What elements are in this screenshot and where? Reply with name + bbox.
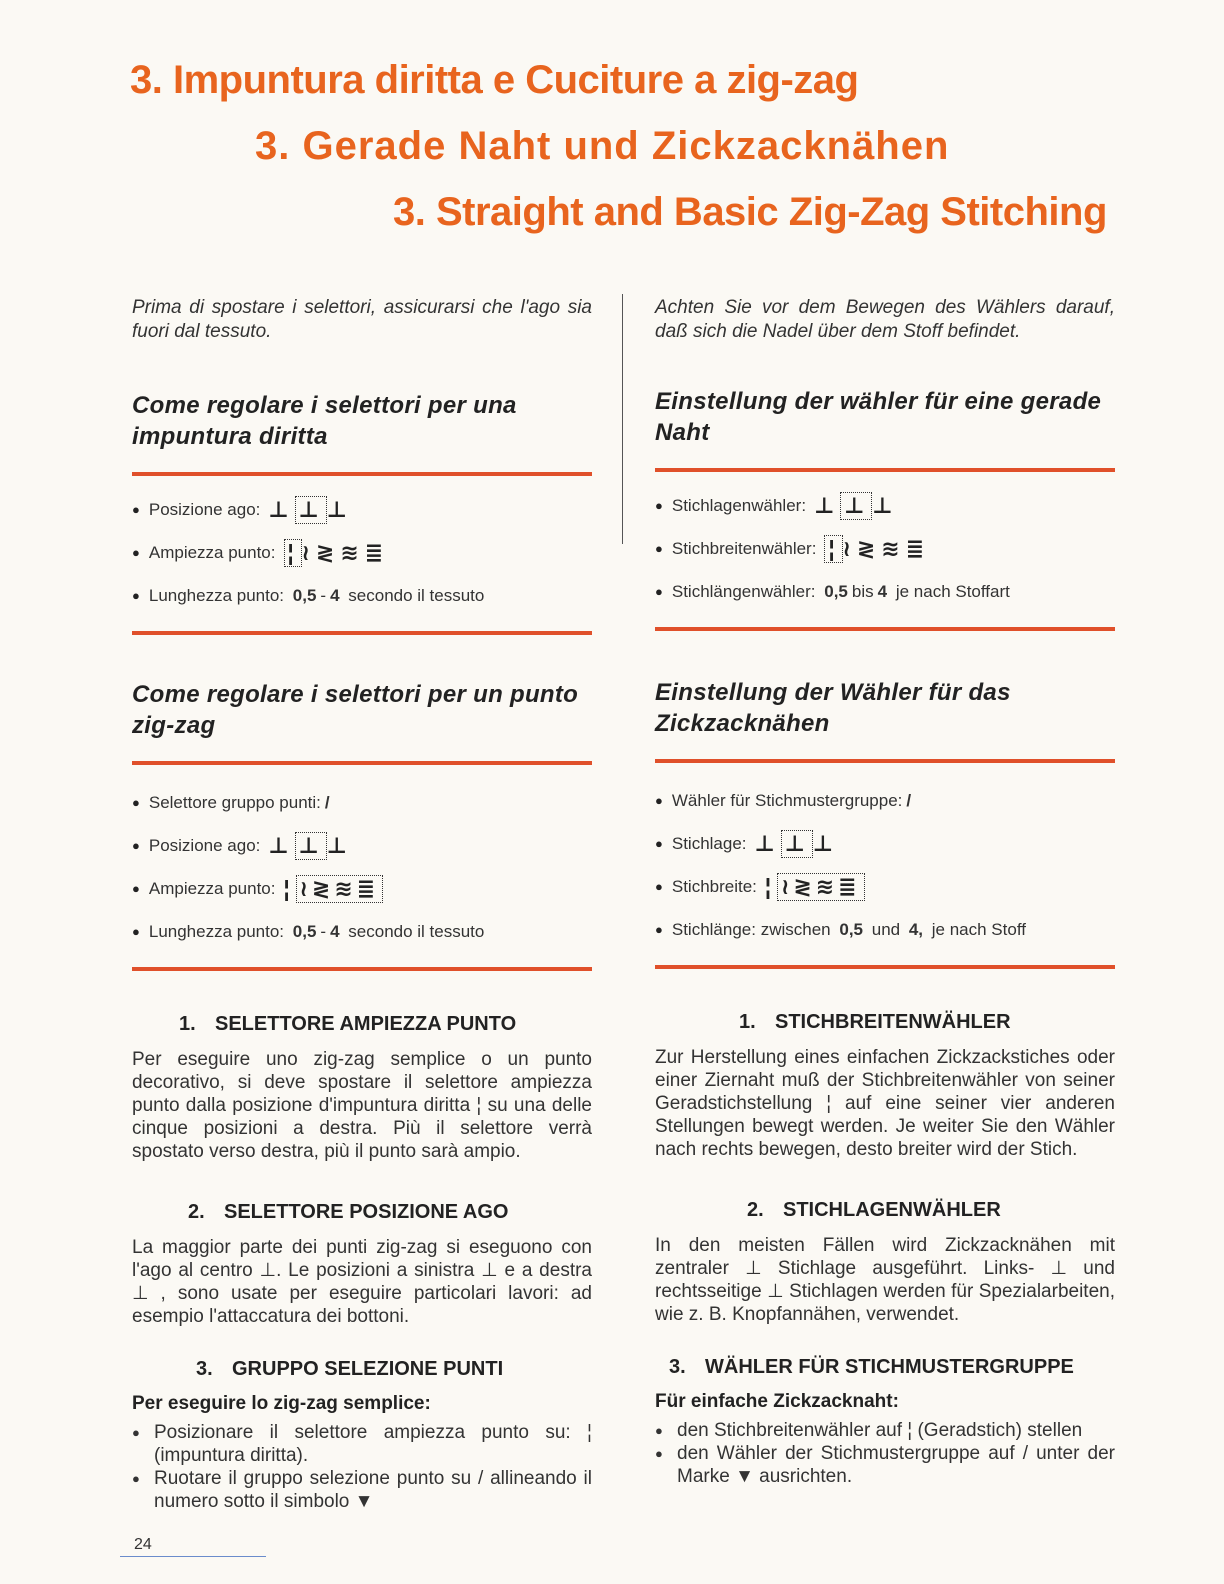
setting-label: ● Ampiezza punto: (148, 542, 276, 562)
title-italian: 3. Impuntura diritta e Cuciture a zig-zag (130, 58, 859, 102)
separator: bis (851, 581, 874, 601)
heading-text: GRUPPO SELEZIONE PUNTI (232, 1358, 504, 1380)
value: 4, (908, 919, 924, 939)
title-german: 3. Gerade Naht und Zickzacknähen (255, 124, 950, 168)
list-item (655, 865, 1115, 908)
setting-label: ● Selettore gruppo punti: (148, 792, 321, 812)
heading-stitch-width (179, 1013, 592, 1036)
note: Prima di spostare i selettori, assicurarsi che l'ago sia fuori dal tessuto. (132, 297, 592, 342)
section-title-straight: Einstellung der wähler für eine gerade Naht (655, 388, 1102, 446)
heading-stitch-width (739, 1011, 1115, 1034)
subheading: Für einfache Zickzacknaht: (655, 1391, 899, 1412)
paragraph-needle-position: La maggior parte dei punti zig-zag si eseguono con l'ago al centro ⊥. Le posizioni a sinistra ⊥ e a destra ⊥ , sono usate per eseguire particolari lavori: ad esempio l'attaccatura dei bottoni. (132, 1237, 592, 1327)
list-item (655, 779, 1115, 822)
list-item: ● den Wähler der Stichmustergruppe auf / unter der Marke ▼ ausrichten. (655, 1442, 1115, 1488)
subheading: Per eseguire lo zig-zag semplice: (132, 1393, 431, 1414)
needle-position-icon: ⊥ ⊥ ⊥ (814, 492, 899, 518)
heading-text: WÄHLER FÜR STICHMUSTERGRUPPE (705, 1356, 1074, 1378)
heading-number: 1. (739, 1011, 756, 1033)
zigzag-settings-list (655, 779, 1115, 951)
setting-label: ● Stichlängenwähler: (671, 581, 816, 601)
setting-tail: je nach Stoff (931, 919, 1026, 939)
list-item (132, 574, 592, 617)
heading-number: 2. (188, 1201, 205, 1223)
heading-number: 3. (669, 1356, 686, 1378)
zigzag-settings-list (132, 781, 592, 953)
heading-number: 2. (747, 1199, 764, 1221)
setting-label: ● Stichlage: (671, 833, 747, 853)
rule (132, 761, 592, 765)
heading-number: 1. (179, 1013, 196, 1035)
list-item (132, 781, 592, 824)
stitch-width-icon: ¦ ≀≷≋≣ (284, 539, 390, 567)
setting-label: ● Stichbreitenwähler: (671, 538, 817, 558)
setting-tail: secondo il tessuto (348, 585, 485, 605)
section-title-zigzag: Einstellung der Wähler für das Zickzacknähen (655, 679, 1011, 737)
separator: - (320, 585, 327, 605)
setting-label: ● Lunghezza punto: (148, 585, 285, 605)
heading-stitch-group (196, 1358, 592, 1381)
stitch-width-icon: ¦ ≀≷≋≣ (284, 875, 384, 903)
column-german (655, 292, 1115, 1488)
paragraph-stitch-width: Per eseguire uno zig-zag semplice o un punto decorativo, si deve spostare il selettore ampiezza punto dalla posizione d'impuntura diritta ¦ su una delle cinque posizioni a destra. Più il selettore verrà spostato verso destra, più il punto sarà ampio. (132, 1049, 592, 1162)
list-item (132, 488, 592, 531)
value: 4 (877, 581, 888, 601)
heading-text: STICHBREITENWÄHLER (775, 1011, 1011, 1033)
rule (655, 759, 1115, 763)
instruction-list (132, 1421, 592, 1513)
value: 0,5 (292, 921, 317, 941)
setting-tail: je nach Stoffart (895, 581, 1010, 601)
page-number: 24 (134, 1536, 152, 1553)
setting-label: ● Wähler für Stichmustergruppe: (671, 790, 903, 810)
list-item (132, 910, 592, 953)
title-english: 3. Straight and Basic Zig-Zag Stitching (393, 190, 1107, 234)
setting-label: ● Posizione ago: (148, 499, 261, 519)
rule (655, 965, 1115, 969)
value: 0,5 (292, 585, 317, 605)
setting-label: ● Posizione ago: (148, 835, 261, 855)
heading-stitch-group (669, 1356, 1115, 1379)
straight-settings-list (655, 484, 1115, 613)
list-item (132, 531, 592, 574)
value: 0,5 (839, 919, 863, 939)
list-item: ● Ruotare il gruppo selezione punto su / allineando il numero sotto il simbolo ▼ (132, 1467, 592, 1513)
rule (132, 631, 592, 635)
value: 0,5 (824, 581, 848, 601)
paragraph-stitch-width: Zur Herstellung eines einfachen Zickzackstiches oder einer Ziernaht muß der Stichbreitenwähler von seiner Geradstichstellung ¦ auf eine seiner vier anderen Stellungen bewegt werden. Je weiter Sie den Wähler nach rechts bewegen, desto breiter wird der Stich. (655, 1047, 1115, 1160)
list-item (655, 527, 1115, 570)
setting-label: ● Ampiezza punto: (148, 878, 276, 898)
section-title-zigzag: Come regolare i selettori per un punto zig-zag (132, 681, 579, 739)
setting-label: ● Lunghezza punto: (148, 921, 285, 941)
setting-label: ● Stichlagenwähler: (671, 495, 807, 515)
heading-needle-position (188, 1201, 592, 1224)
setting-tail: secondo il tessuto (348, 921, 485, 941)
heading-number: 3. (196, 1358, 213, 1380)
list-item (655, 822, 1115, 865)
rule (655, 468, 1115, 472)
value: 4 (330, 585, 340, 605)
paragraph-needle-position: In den meisten Fällen wird Zickzacknähen mit zentraler ⊥ Stichlage ausgeführt. Links- ⊥ und rechtsseitige ⊥ Stichlagen werden für Spezialarbeiten, wie z. B. Knopfannähen, verwendet. (655, 1235, 1115, 1325)
instruction-list (655, 1419, 1115, 1488)
list-item: ● Posizionare il selettore ampiezza punto su: ¦ (impuntura diritta). (132, 1421, 592, 1467)
straight-settings-list (132, 488, 592, 617)
separator: - (320, 921, 327, 941)
stitch-width-icon: ¦ ≀≷≋≣ (824, 535, 930, 563)
list-item (655, 484, 1115, 527)
needle-position-icon: ⊥ ⊥ ⊥ (754, 830, 839, 856)
list-item (655, 570, 1115, 613)
column-divider (622, 294, 623, 544)
stitch-group-icon: / (906, 790, 912, 810)
section-title-straight: Come regolare i selettori per una impuntura diritta (132, 392, 517, 450)
heading-text: SELETTORE AMPIEZZA PUNTO (215, 1013, 517, 1035)
needle-position-icon: ⊥ ⊥ ⊥ (268, 496, 353, 522)
list-item (132, 824, 592, 867)
setting-label: ● Stichbreite: (671, 876, 757, 896)
stitch-width-icon: ¦ ≀≷≋≣ (765, 873, 865, 901)
value: 4 (330, 921, 340, 941)
list-item: ● den Stichbreitenwähler auf ¦ (Geradstich) stellen (655, 1419, 1115, 1442)
heading-text: STICHLAGENWÄHLER (783, 1199, 1001, 1221)
needle-position-icon: ⊥ ⊥ ⊥ (268, 832, 353, 858)
setting-label: ● Stichlänge: zwischen (671, 919, 831, 939)
rule (132, 472, 592, 476)
heading-needle-position (747, 1199, 1115, 1222)
column-italian (132, 292, 592, 1513)
rule (655, 627, 1115, 631)
stitch-group-icon: / (324, 792, 330, 812)
list-item (655, 908, 1115, 951)
heading-text: SELETTORE POSIZIONE AGO (224, 1201, 509, 1223)
footer-line (120, 1556, 266, 1557)
list-item (132, 867, 592, 910)
note: Achten Sie vor dem Bewegen des Wählers darauf, daß sich die Nadel über dem Stoff befindet. (655, 297, 1115, 342)
separator: und (871, 919, 901, 939)
rule (132, 967, 592, 971)
